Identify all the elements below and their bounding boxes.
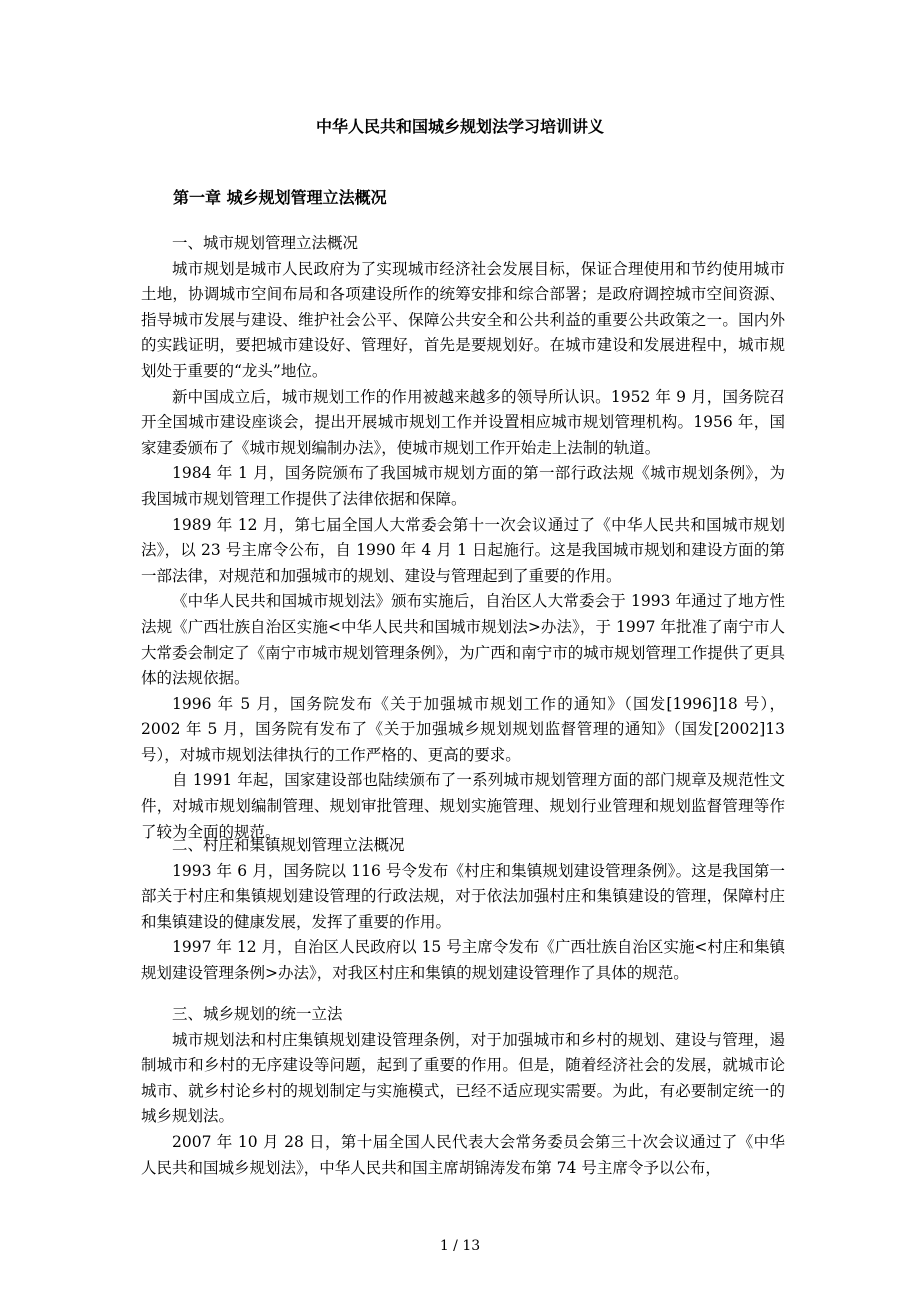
document-title: 中华人民共和国城乡规划法学习培训讲义 — [315, 117, 604, 136]
paragraph: 1997 年 12 月，自治区人民政府以 15 号主席令发布《广西壮族自治区实施<村庄和集镇规划建设管理条例>办法》，对我区村庄和集镇的规划建设管理作了具体的规范。 — [141, 938, 785, 982]
page-number: 1 / 13 — [439, 1238, 481, 1254]
paragraph: 1996 年 5 月，国务院发布《关于加强城市规划工作的通知》（国发[1996]18 号），2002 年 5 月，国务院有发布了《关于加强城乡规划规划监督管理的通知》（国发[2002]13 号），对城市规划法律执行的工作严格的、更高的要求。 — [141, 694, 785, 764]
section-heading: 一、城市规划管理立法概况 — [172, 234, 359, 252]
chapter-title: 第一章 城乡规划管理立法概况 — [173, 188, 387, 207]
section-heading: 二、村庄和集镇规划管理立法概况 — [172, 836, 405, 854]
paragraph: 城市规划法和村庄集镇规划建设管理条例，对于加强城市和乡村的规划、建设与管理，遏制城市和乡村的无序建设等问题，起到了重要的作用。但是，随着经济社会的发展，就城市论城市、就乡村论乡村的规划制定与实施模式，已经不适应现实需要。为此，有必要制定统一的城乡规划法。 — [141, 1030, 785, 1126]
paragraph: 城市规划是城市人民政府为了实现城市经济社会发展目标，保证合理使用和节约使用城市土地，协调城市空间布局和各项建设所作的统筹安排和综合部署；是政府调控城市空间资源、指导城市发展与建设、维护社会公平、保障公共安全和公共利益的重要公共政策之一。国内外的实践证明，要把城市建设好、管理好，首先是要规划好。在城市建设和发展进程中，城市规划处于重要的“龙头”地位。 — [141, 259, 785, 380]
paragraph: 1993 年 6 月，国务院以 116 号令发布《村庄和集镇规划建设管理条例》。这是我国第一部关于村庄和集镇规划建设管理的行政法规，对于依法加强村庄和集镇建设的管理，保障村庄和集镇建设的健康发展，发挥了重要的作用。 — [141, 861, 785, 931]
paragraph: 自 1991 年起，国家建设部也陆续颁布了一系列城市规划管理方面的部门规章及规范性文件，对城市规划编制管理、规划审批管理、规划实施管理、规划行业管理和规划监督管理等作了较为全面的规范。 — [141, 771, 785, 841]
paragraph: 《中华人民共和国城市规划法》颁布实施后，自治区人大常委会于 1993 年通过了地方性法规《广西壮族自治区实施<中华人民共和国城市规划法>办法》，于 1997 年批准了南宁市人大常委会制定了《南宁市城市规划管理条例》，为广西和南宁市的城市规划管理工作提供了更具体的法规依据。 — [141, 592, 785, 688]
paragraph: 1989 年 12 月，第七届全国人大常委会第十一次会议通过了《中华人民共和国城市规划法》，以 23 号主席令公布，自 1990 年 4 月 1 日起施行。这是我国城市规划和建设方面的第一部法律，对规范和加强城市的规划、建设与管理起到了重要的作用。 — [141, 515, 785, 585]
section-2 — [141, 833, 785, 987]
section-1 — [141, 231, 785, 845]
section-heading: 三、城乡规划的统一立法 — [172, 1005, 343, 1023]
paragraph: 1984 年 1 月，国务院颁布了我国城市规划方面的第一部行政法规《城市规划条例》，为我国城市规划管理工作提供了法律依据和保障。 — [141, 464, 785, 508]
paragraph: 2007 年 10 月 28 日，第十届全国人民代表大会常务委员会第三十次会议通过了《中华人民共和国城乡规划法》，中华人民共和国主席胡锦涛发布第 74 号主席令予以公布， — [141, 1132, 785, 1177]
paragraph: 新中国成立后，城市规划工作的作用被越来越多的领导所认识。1952 年 9 月，国务院召开全国城市建设座谈会，提出开展城市规划工作并设置相应城市规划管理机构。1956 年，国家建委颁布了《城市规划编制办法》，使城市规划工作开始走上法制的轨道。 — [141, 387, 785, 457]
section-3 — [141, 1002, 785, 1181]
